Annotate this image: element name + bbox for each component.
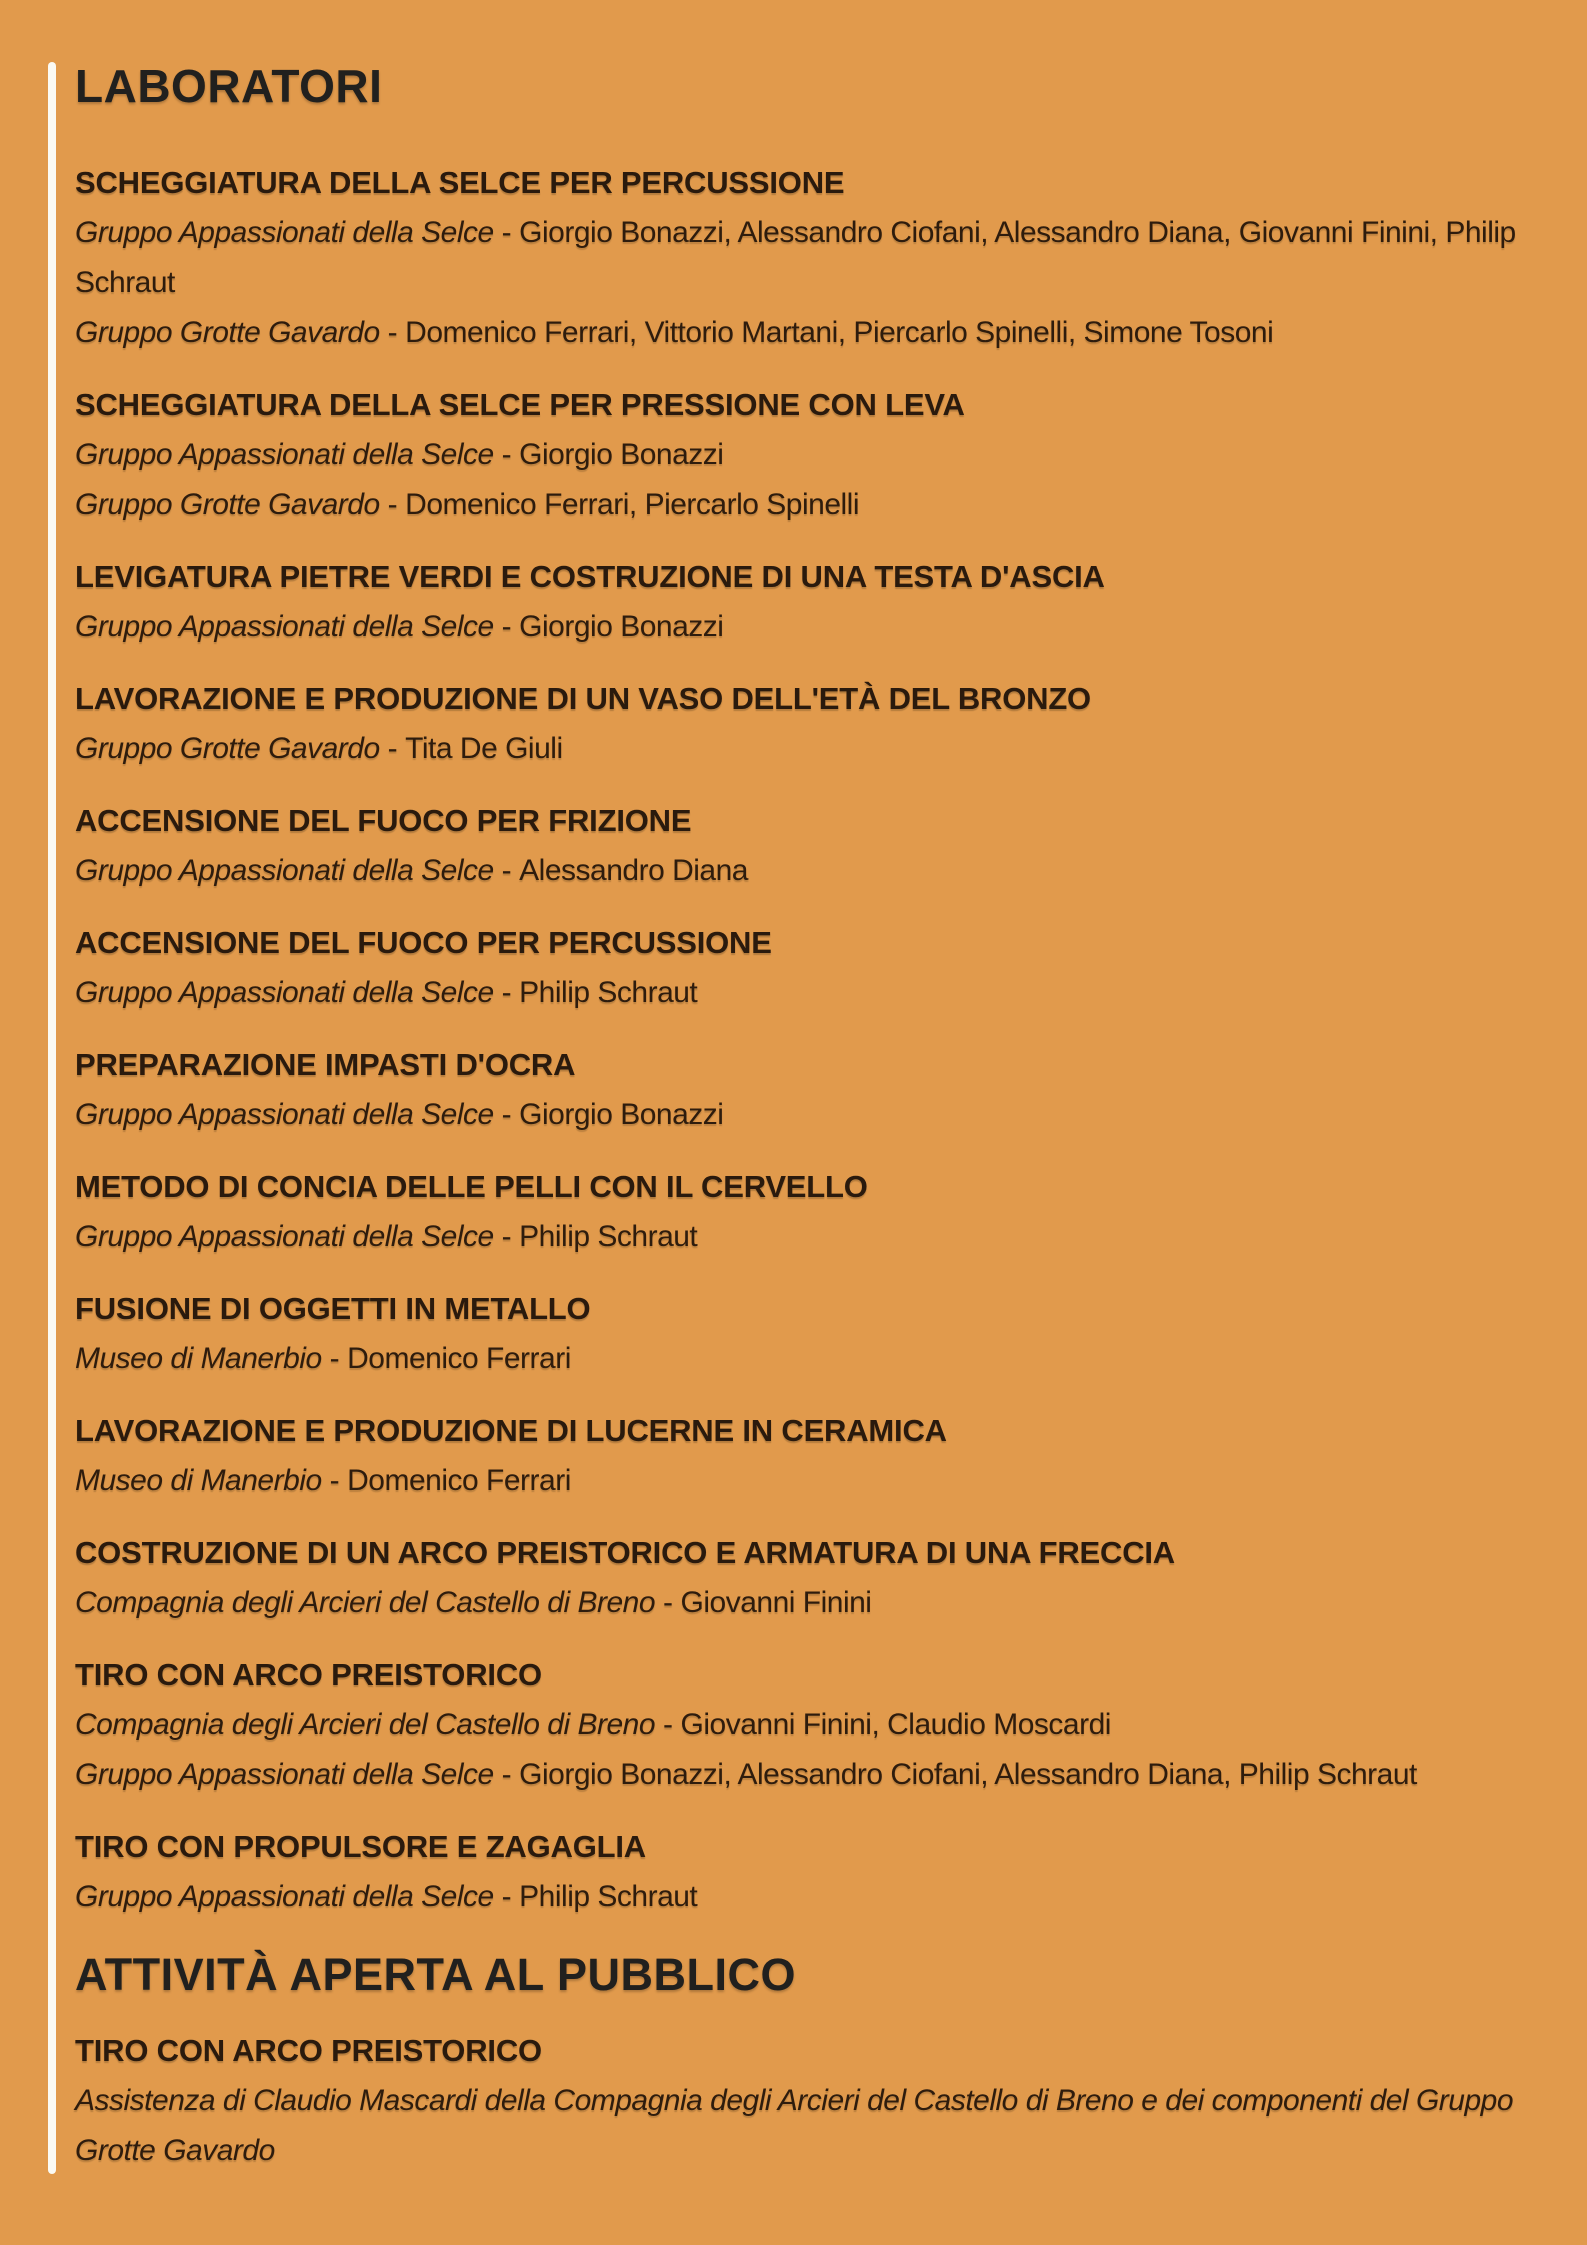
group-name: Gruppo Appassionati della Selce	[75, 216, 494, 249]
group-name: Gruppo Appassionati della Selce	[75, 1880, 494, 1913]
group-name: Compagnia degli Arcieri del Castello di Breno	[75, 1708, 656, 1741]
separator-dash: -	[501, 610, 512, 643]
participant-names: Giorgio Bonazzi	[519, 610, 724, 643]
participant-names: Domenico Ferrari	[347, 1464, 571, 1497]
group-name: Gruppo Appassionati della Selce	[75, 1758, 494, 1791]
separator-dash: -	[501, 438, 512, 471]
separator-dash: -	[387, 732, 398, 765]
workshop-section	[75, 1406, 1537, 1506]
separator-dash: -	[329, 1342, 340, 1375]
workshop-staff-line	[75, 1090, 1537, 1140]
participant-names: Domenico Ferrari, Vittorio Martani, Piercarlo Spinelli, Simone Tosoni	[405, 316, 1274, 349]
workshop-staff-line	[75, 430, 1537, 480]
workshop-staff-line	[75, 1334, 1537, 1384]
separator-dash: -	[387, 316, 398, 349]
workshop-staff-line	[75, 968, 1537, 1018]
workshop-staff-line	[75, 1456, 1537, 1506]
workshop-title: LAVORAZIONE E PRODUZIONE DI LUCERNE IN CERAMICA	[75, 1413, 947, 1448]
flyer-content	[75, 56, 1537, 2198]
group-name: Museo di Manerbio	[75, 1464, 322, 1497]
workshop-staff-line	[75, 602, 1537, 652]
separator-dash: -	[387, 488, 398, 521]
workshop-staff-line	[75, 846, 1537, 896]
participant-names: Philip Schraut	[519, 1220, 698, 1253]
workshop-staff-line	[75, 1700, 1537, 1750]
workshop-staff-line	[75, 1578, 1537, 1628]
participant-names: Domenico Ferrari, Piercarlo Spinelli	[405, 488, 859, 521]
separator-dash: -	[501, 854, 512, 887]
public-activity-description: Assistenza di Claudio Mascardi della Compagnia degli Arcieri del Castello di Breno e dei componenti del Gruppo Grotte Gavardo	[75, 2084, 1514, 2167]
workshop-title: METODO DI CONCIA DELLE PELLI CON IL CERVELLO	[75, 1169, 868, 1204]
participant-names: Domenico Ferrari	[347, 1342, 571, 1375]
group-name: Gruppo Grotte Gavardo	[75, 488, 380, 521]
separator-dash: -	[663, 1708, 673, 1741]
separator-dash: -	[501, 1220, 512, 1253]
participant-names: Giovanni Finini, Claudio Moscardi	[680, 1708, 1111, 1741]
workshop-staff-line	[75, 1872, 1537, 1922]
participant-names: Giorgio Bonazzi	[519, 438, 724, 471]
separator-dash: -	[501, 976, 512, 1009]
separator-dash: -	[501, 216, 512, 249]
workshop-title: ACCENSIONE DEL FUOCO PER FRIZIONE	[75, 803, 692, 838]
group-name: Gruppo Appassionati della Selce	[75, 438, 494, 471]
workshop-section	[75, 1650, 1537, 1800]
separator-dash: -	[501, 1758, 512, 1791]
group-name: Gruppo Appassionati della Selce	[75, 854, 494, 887]
workshop-staff-line	[75, 1212, 1537, 1262]
group-name: Gruppo Appassionati della Selce	[75, 1220, 494, 1253]
workshop-section	[75, 1528, 1537, 1628]
separator-dash: -	[501, 1098, 512, 1131]
workshop-section	[75, 380, 1537, 530]
separator-dash: -	[501, 1880, 512, 1913]
workshop-title: PREPARAZIONE IMPASTI D'OCRA	[75, 1047, 576, 1082]
workshop-title: LAVORAZIONE E PRODUZIONE DI UN VASO DELL'ETÀ DEL BRONZO	[75, 681, 1091, 716]
participant-names: Alessandro Diana	[519, 854, 748, 887]
participant-names: Tita De Giuli	[405, 732, 563, 765]
workshop-staff-line	[75, 208, 1537, 308]
workshop-section	[75, 1162, 1537, 1262]
public-activity-title: TIRO CON ARCO PREISTORICO	[75, 2033, 542, 2068]
group-name: Museo di Manerbio	[75, 1342, 322, 1375]
participant-names: Giorgio Bonazzi, Alessandro Ciofani, Alessandro Diana, Giovanni Finini, Philip Schraut	[75, 216, 1516, 299]
group-name: Compagnia degli Arcieri del Castello di Breno	[75, 1586, 656, 1619]
accent-bar	[48, 62, 56, 2174]
workshop-staff-line	[75, 1750, 1537, 1800]
workshop-section	[75, 918, 1537, 1018]
public-activity-section	[75, 2026, 1537, 2176]
workshop-section	[75, 674, 1537, 774]
workshop-section	[75, 158, 1537, 358]
workshop-section	[75, 1040, 1537, 1140]
workshop-staff-line	[75, 724, 1537, 774]
workshop-staff-line	[75, 480, 1537, 530]
workshop-title: SCHEGGIATURA DELLA SELCE PER PERCUSSIONE	[75, 165, 845, 200]
workshop-section	[75, 552, 1537, 652]
participant-names: Giorgio Bonazzi, Alessandro Ciofani, Alessandro Diana, Philip Schraut	[519, 1758, 1417, 1791]
participant-names: Philip Schraut	[519, 1880, 698, 1913]
workshop-section	[75, 796, 1537, 896]
workshop-title: SCHEGGIATURA DELLA SELCE PER PRESSIONE CON LEVA	[75, 387, 965, 422]
separator-dash: -	[329, 1464, 340, 1497]
page-title: LABORATORI	[75, 60, 383, 112]
workshop-title: TIRO CON PROPULSORE E ZAGAGLIA	[75, 1829, 646, 1864]
group-name: Gruppo Grotte Gavardo	[75, 316, 380, 349]
participant-names: Giovanni Finini	[680, 1586, 872, 1619]
workshops-list	[75, 158, 1537, 1922]
separator-dash: -	[663, 1586, 673, 1619]
group-name: Gruppo Appassionati della Selce	[75, 976, 494, 1009]
group-name: Gruppo Grotte Gavardo	[75, 732, 380, 765]
workshop-title: FUSIONE DI OGGETTI IN METALLO	[75, 1291, 591, 1326]
group-name: Gruppo Appassionati della Selce	[75, 1098, 494, 1131]
group-name: Gruppo Appassionati della Selce	[75, 610, 494, 643]
participant-names: Giorgio Bonazzi	[519, 1098, 724, 1131]
public-section-title: ATTIVITÀ APERTA AL PUBBLICO	[75, 1949, 796, 2000]
workshop-title: ACCENSIONE DEL FUOCO PER PERCUSSIONE	[75, 925, 772, 960]
workshop-title: TIRO CON ARCO PREISTORICO	[75, 1657, 542, 1692]
workshop-section	[75, 1284, 1537, 1384]
workshop-title: COSTRUZIONE DI UN ARCO PREISTORICO E ARMATURA DI UNA FRECCIA	[75, 1535, 1175, 1570]
workshop-title: LEVIGATURA PIETRE VERDI E COSTRUZIONE DI UNA TESTA D'ASCIA	[75, 559, 1105, 594]
workshop-staff-line	[75, 308, 1537, 358]
workshop-section	[75, 1822, 1537, 1922]
participant-names: Philip Schraut	[519, 976, 698, 1009]
